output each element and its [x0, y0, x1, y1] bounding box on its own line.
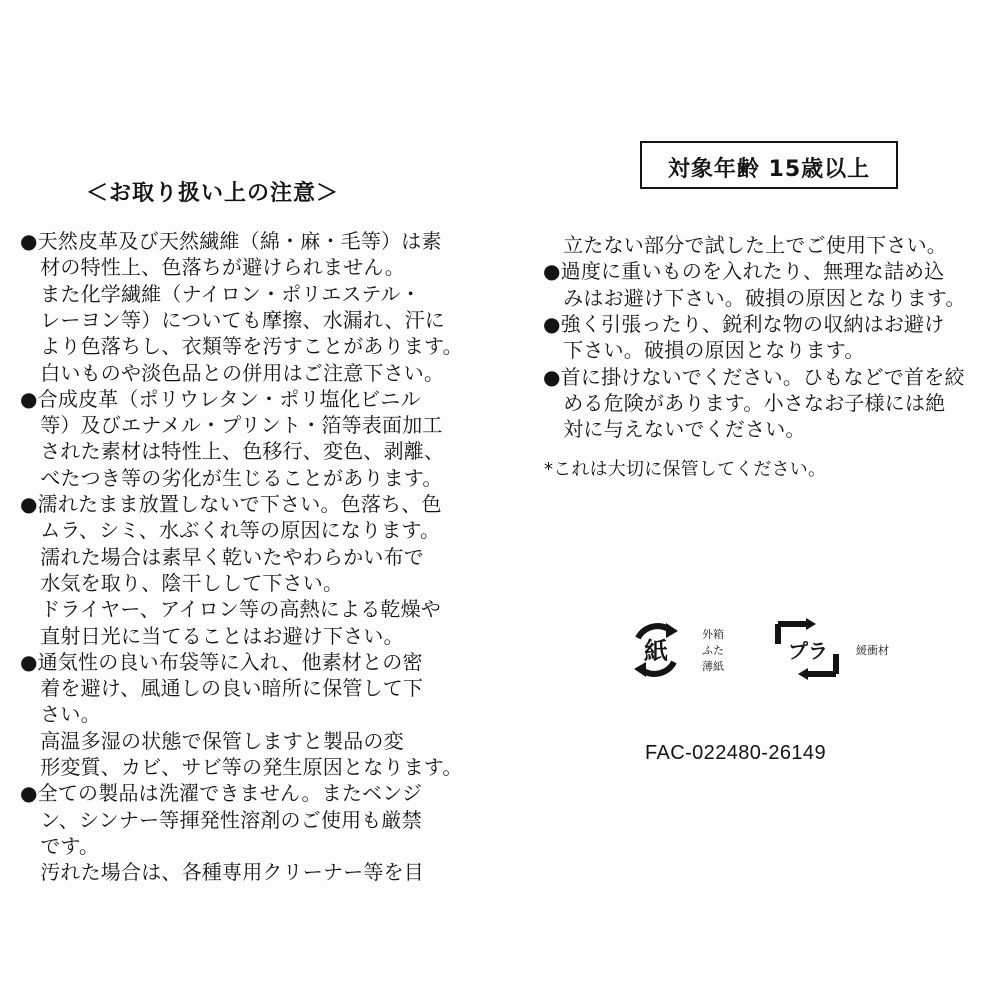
text-line: 直射日光に当てることはお避け下さい。	[20, 623, 404, 648]
product-code: FAC-022480-26149	[645, 742, 826, 764]
text-line: レーヨン等）についても摩擦、水漏れ、汗に	[20, 307, 445, 332]
text-line: さい。	[20, 702, 101, 727]
text-line: ドライヤー、アイロン等の高熱による乾燥や	[20, 597, 441, 622]
text-line: める危険があります。小さなお子様には絶	[543, 390, 946, 415]
text-line: ●天然皮革及び天然繊維（綿・麻・毛等）は素	[20, 229, 442, 253]
paper-label-1: 外箱	[702, 628, 724, 641]
plastic-symbol: プラ	[788, 639, 828, 663]
text-line: また化学繊維（ナイロン・ポリエステル・	[20, 281, 421, 306]
text-line: 等）及びエナメル・プリント・箔等表面加工	[20, 413, 443, 438]
text-line: された素材は特性上、色移行、変色、剥離、	[20, 439, 445, 464]
text-line: 形変質、カビ、サビ等の発生原因となります。	[20, 755, 463, 779]
age-rating-box	[640, 141, 898, 189]
text-line: 材の特性上、色落ちが避けられません。	[20, 255, 405, 280]
text-line: ●過度に重いものを入れたり、無理な詰め込	[543, 259, 945, 284]
text-line: 白いものや淡色品との併用はご注意下さい。	[20, 360, 445, 385]
text-line: ●濡れたまま放置しないで下さい。色落ち、色	[20, 492, 442, 516]
text-line: べたつき等の劣化が生じることがあります。	[20, 465, 443, 490]
paper-label-2: ふた	[702, 644, 724, 657]
text-line: ムラ、シミ、水ぶくれ等の原因になります。	[20, 518, 441, 543]
text-line: 立たない部分で試した上でご使用下さい。	[543, 233, 947, 257]
paper-symbol: 紙	[644, 637, 668, 665]
plastic-recycle-icon	[774, 618, 840, 680]
text-line: 高温多湿の状態で保管しますと製品の変	[20, 728, 404, 753]
text-line: ●全ての製品は洗濯できません。またベンジ	[20, 781, 423, 806]
text-line: 汚れた場合は、各種専用クリーナー等を目	[20, 860, 424, 885]
text-line: 対に与えないでください。	[543, 417, 806, 442]
age-rating-label: 対象年齢 15歳以上	[667, 157, 871, 182]
text-line: 着を避け、風通しの良い暗所に保管して下	[20, 676, 424, 701]
text-line: ●通気性の良い布袋等に入れ、他素材との密	[20, 649, 423, 674]
text-line: みはお避け下さい。破損の原因となります。	[543, 285, 966, 310]
text-line: 濡れた場合は素早く乾いたやわらかい布で	[20, 544, 424, 569]
right-column	[500, 0, 1000, 1000]
paper-recycle-mark	[626, 620, 686, 680]
plastic-label: 緩衝材	[856, 644, 889, 657]
text-line: 水気を取り、陰干しして下さい。	[20, 570, 344, 595]
text-line: です。	[20, 833, 100, 858]
storage-note: *これは大切に保管してください。	[544, 459, 827, 480]
text-line: 下さい。破損の原因となります。	[543, 338, 865, 363]
paper-recycle-icon	[626, 620, 686, 680]
paper-label-3: 薄紙	[702, 660, 724, 673]
text-line: より色落ちし、衣類等を汚すことがあります。	[20, 334, 463, 359]
text-line: ン、シンナー等揮発性溶剤のご使用も厳禁	[20, 807, 422, 832]
text-line: ●首に掛けないでください。ひもなどで首を絞	[543, 364, 965, 389]
text-line: ●強く引張ったり、鋭利な物の収納はお避け	[543, 311, 945, 336]
text-line: ●合成皮革（ポリウレタン・ポリ塩化ビニル	[20, 386, 421, 411]
caution-heading: ＜お取り扱い上の注意＞	[86, 181, 340, 206]
plastic-recycle-mark	[774, 618, 840, 680]
